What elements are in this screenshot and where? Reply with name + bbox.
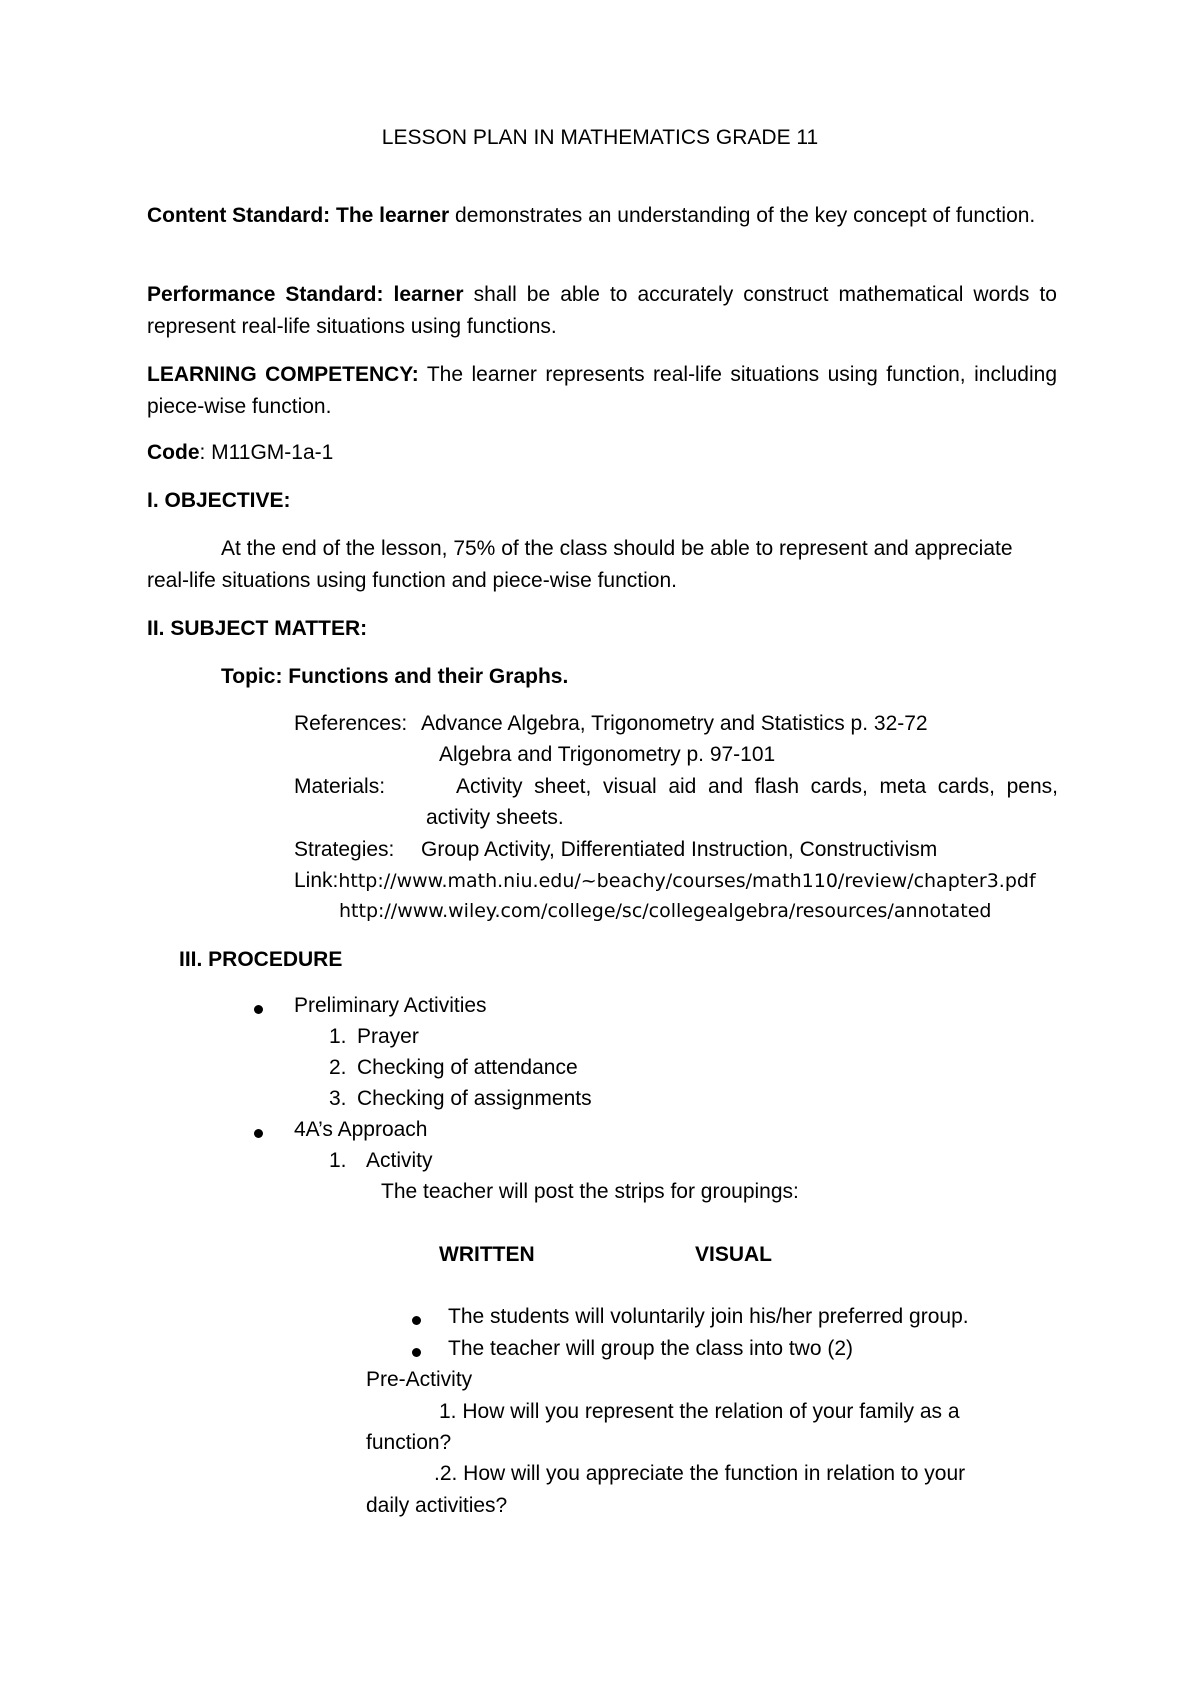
approach-item: 4A’s Approach — [294, 1118, 428, 1141]
subject-matter-heading: II. SUBJECT MATTER: — [147, 617, 368, 640]
topic-line: Topic: Functions and their Graphs. — [221, 665, 569, 688]
content-standard-text: demonstrates an understanding of the key concept of function. — [449, 204, 1036, 227]
code-value: : M11GM-1a-1 — [199, 441, 334, 464]
strategies-text: Group Activity, Differentiated Instruction, Constructivism — [421, 838, 938, 861]
preliminary-item-attendance: Checking of attendance — [357, 1056, 578, 1079]
bullet-icon — [254, 1129, 263, 1138]
performance-standard-label: Performance Standard: — [147, 283, 384, 306]
group-bullet-2: The teacher will group the class into two (2) — [448, 1337, 854, 1360]
performance-standard-lead: learner — [393, 283, 464, 306]
learning-competency-text: The learner represents real-life situations using function, including piece-wise function. — [147, 363, 1057, 418]
code-line — [147, 441, 333, 465]
references-label: References: — [294, 712, 408, 735]
list-number-2: 2. — [329, 1056, 347, 1079]
objective-heading: I. OBJECTIVE: — [147, 489, 291, 512]
reference-2: Algebra and Trigonometry p. 97-101 — [439, 743, 776, 766]
link-label: Link: — [294, 869, 339, 892]
bullet-icon — [412, 1316, 421, 1325]
question-1-line-1: 1. How will you represent the relation of your family as a — [439, 1400, 960, 1423]
objective-line-1: At the end of the lesson, 75% of the class should be able to represent and appreciate — [221, 537, 1013, 560]
reference-1: Advance Algebra, Trigonometry and Statistics p. 32-72 — [421, 712, 928, 735]
list-number-activity: 1. — [329, 1149, 347, 1172]
preliminary-item-assignments: Checking of assignments — [357, 1087, 592, 1110]
document-title: LESSON PLAN IN MATHEMATICS GRADE 11 — [381, 126, 819, 149]
link-line — [294, 869, 1036, 893]
activity-text: The teacher will post the strips for groupings: — [381, 1180, 799, 1203]
bullet-icon — [412, 1348, 421, 1357]
preliminary-activities: Preliminary Activities — [294, 994, 487, 1017]
preliminary-item-prayer: Prayer — [357, 1025, 419, 1048]
list-number-1: 1. — [329, 1025, 347, 1048]
content-standard-lead: The learner — [336, 204, 450, 227]
question-2-line-1: .2. How will you appreciate the function in relation to your — [434, 1462, 966, 1485]
code-label: Code — [147, 441, 200, 464]
question-2-line-2: daily activities? — [366, 1494, 508, 1517]
strategies-label: Strategies: — [294, 838, 395, 861]
bullet-icon — [254, 1005, 263, 1014]
learning-competency — [147, 359, 1057, 423]
group-bullet-1: The students will voluntarily join his/her preferred group. — [448, 1305, 969, 1328]
performance-standard — [147, 279, 1057, 343]
question-1-line-2: function? — [366, 1431, 452, 1454]
materials-line-1: Activity sheet, visual aid and flash cards, meta cards, pens, — [456, 775, 1058, 798]
group-visual: VISUAL — [695, 1243, 773, 1266]
performance-standard-text: shall be able to accurately construct mathematical words to represent real-life situations using functions. — [147, 283, 1057, 338]
activity-label: Activity — [366, 1149, 433, 1172]
materials-line-2: activity sheets. — [426, 806, 564, 829]
link-2[interactable]: http://www.wiley.com/college/sc/collegealgebra/resources/annotated — [339, 900, 992, 922]
group-written: WRITTEN — [439, 1243, 535, 1266]
content-standard-label: Content Standard: — [147, 204, 331, 227]
objective-line-2: real-life situations using function and piece-wise function. — [147, 569, 677, 592]
list-number-3: 3. — [329, 1087, 347, 1110]
learning-competency-label: LEARNING COMPETENCY: — [147, 363, 419, 386]
content-standard — [147, 200, 1057, 232]
procedure-heading: III. PROCEDURE — [179, 948, 343, 971]
materials-label: Materials: — [294, 775, 386, 798]
pre-activity-label: Pre-Activity — [366, 1368, 473, 1391]
link-1[interactable]: http://www.math.niu.edu/~beachy/courses/math110/review/chapter3.pdf — [338, 870, 1036, 892]
